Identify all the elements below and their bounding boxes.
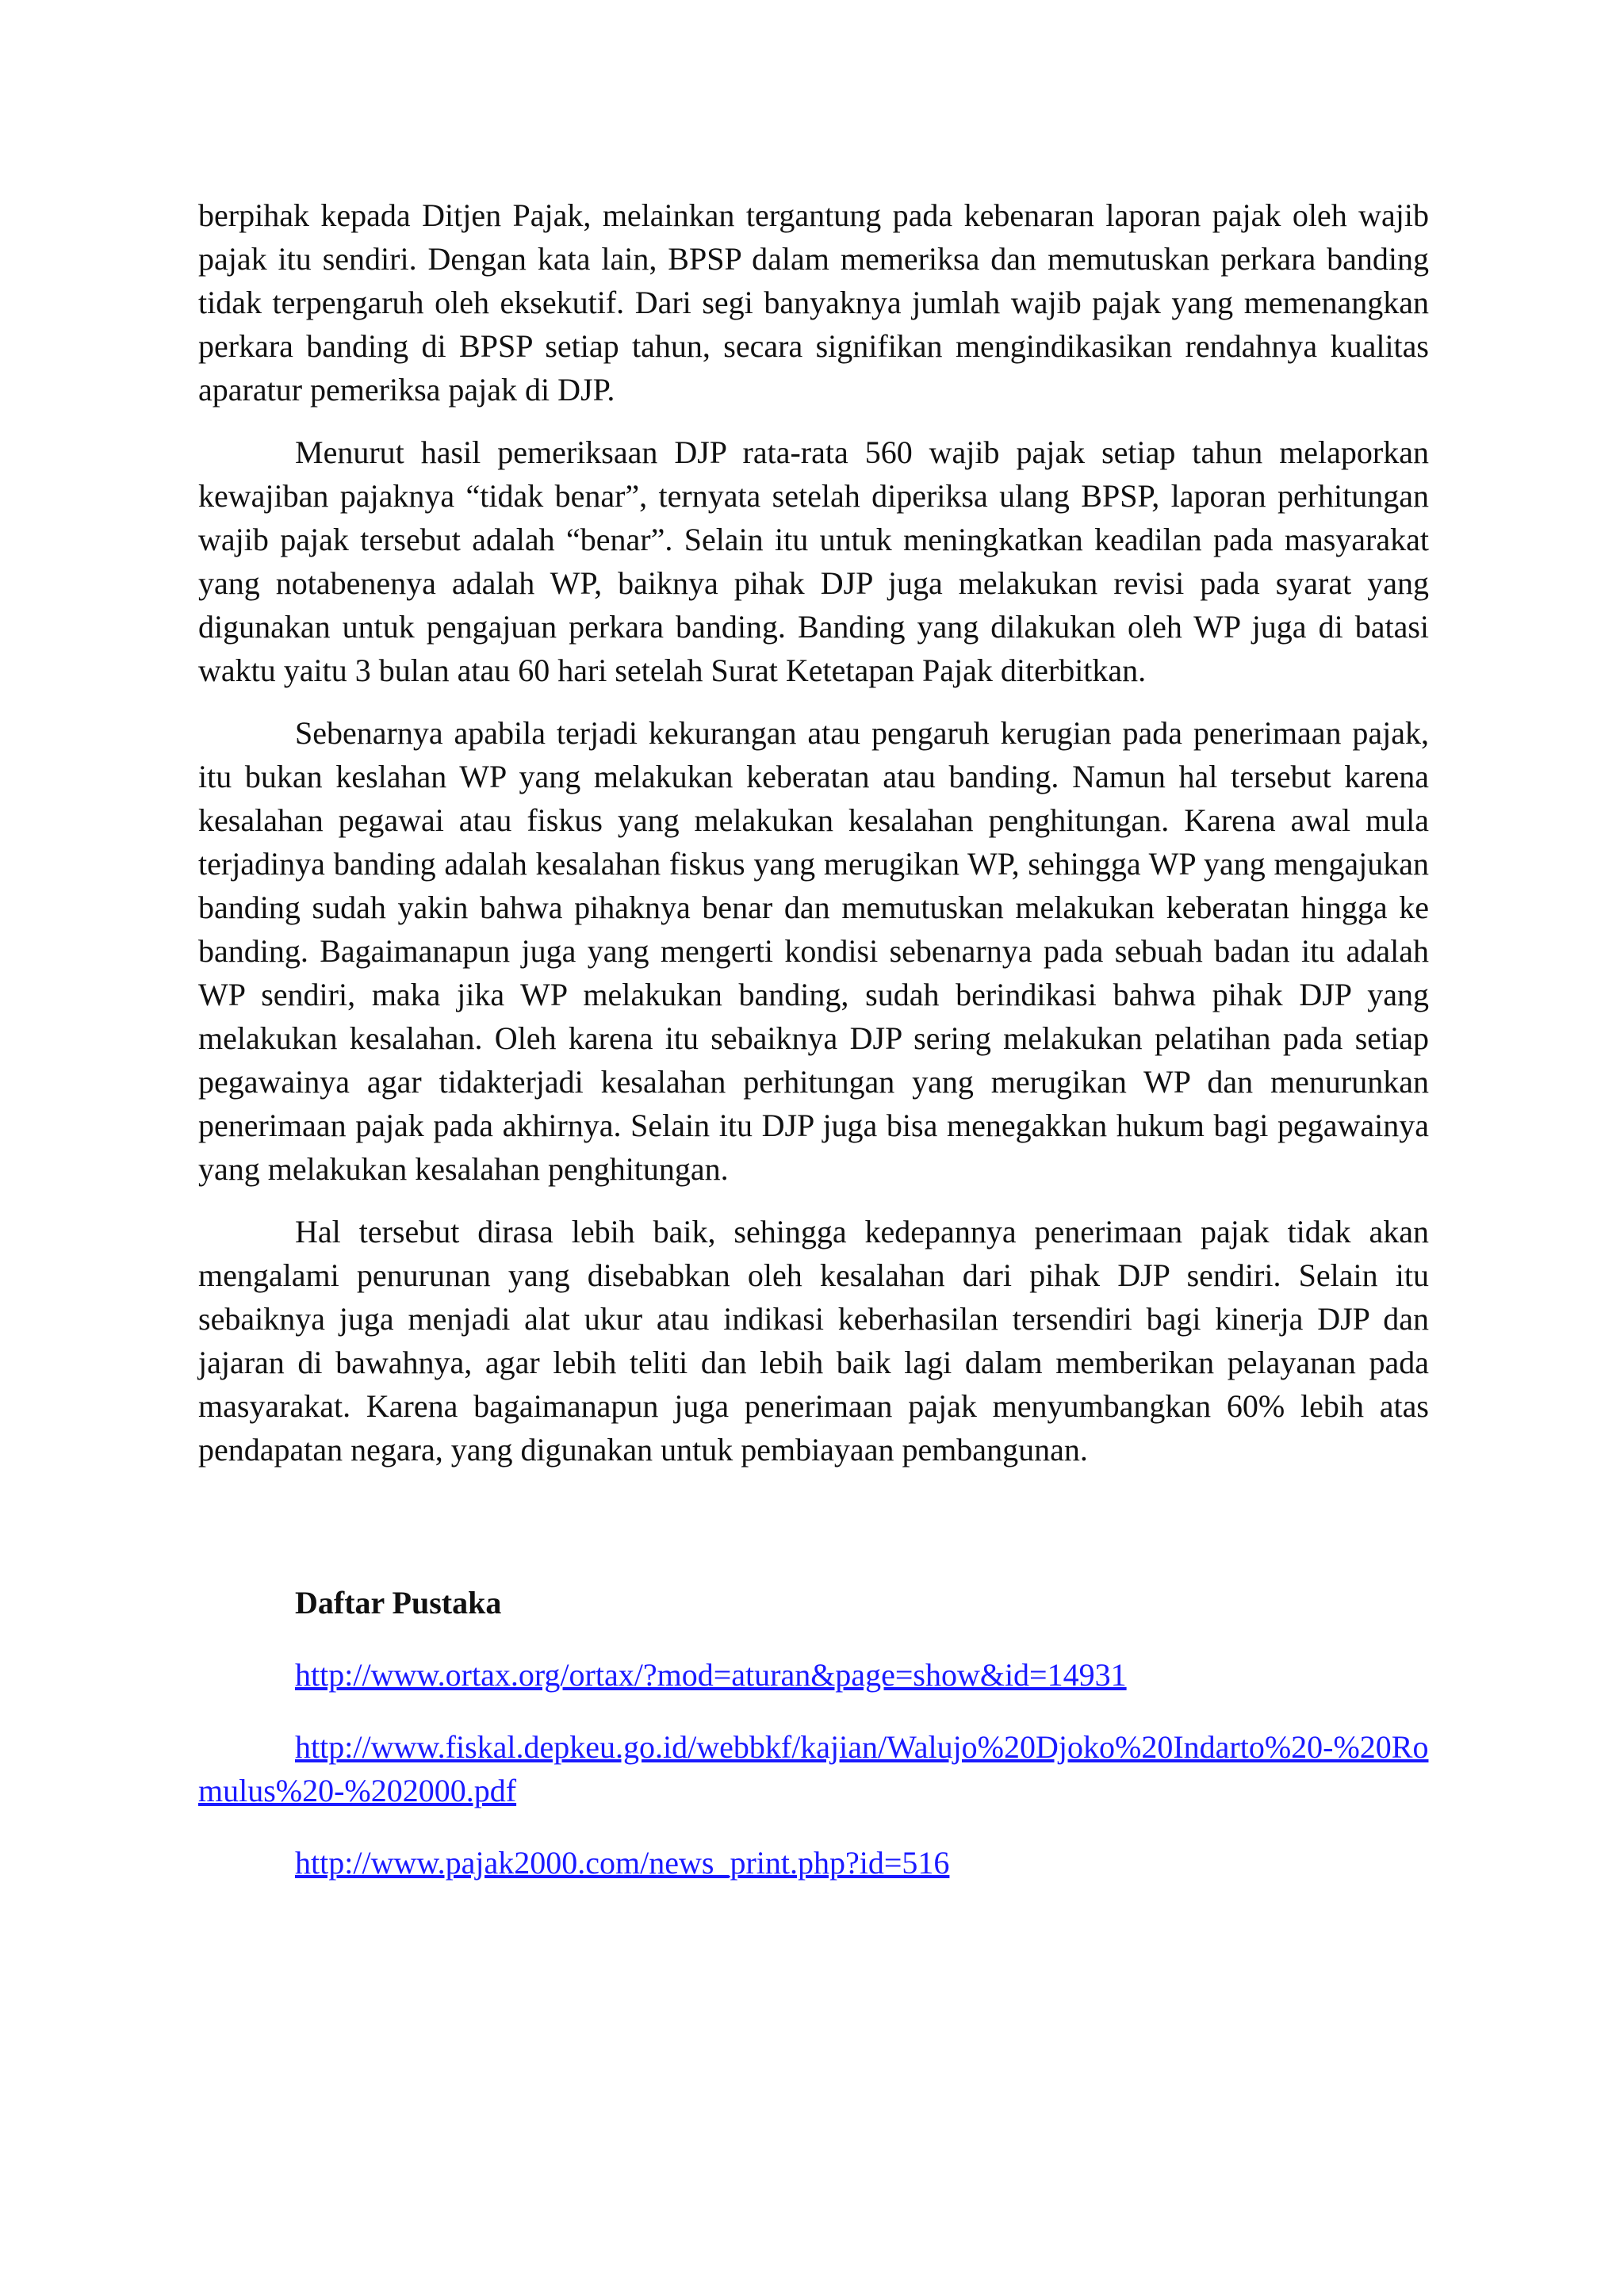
reference-item xyxy=(198,1841,1429,1885)
reference-link-1[interactable]: http://www.ortax.org/ortax/?mod=aturan&page=show&id=14931 xyxy=(295,1657,1127,1693)
paragraph-4: Hal tersebut dirasa lebih baik, sehingga kedepannya penerimaan pajak tidak akan mengalami penurunan yang disebabkan oleh kesalahan dari pihak DJP sendiri. Selain itu sebaiknya juga menjadi alat ukur atau indikasi keberhasilan tersendiri bagi kinerja DJP dan jajaran di bawahnya, agar lebih teliti dan lebih baik lagi dalam memberikan pelayanan pada masyarakat. Karena bagaimanapun juga penerimaan pajak menyumbangkan 60% lebih atas pendapatan negara, yang digunakan untuk pembiayaan pembangunan. xyxy=(198,1214,1429,1468)
paragraph-2: Menurut hasil pemeriksaan DJP rata-rata 560 wajib pajak setiap tahun melaporkan kewajiban pajaknya “tidak benar”, ternyata setelah diperiksa ulang BPSP, laporan perhitungan wajib pajak tersebut adalah “benar”. Selain itu untuk meningkatkan keadilan pada masyarakat yang notabenenya adalah WP, baiknya pihak DJP juga melakukan revisi pada syarat yang digunakan untuk pengajuan perkara banding. Banding yang dilakukan oleh WP juga di batasi waktu yaitu 3 bulan atau 60 hari setelah Surat Ketetapan Pajak diterbitkan. xyxy=(198,434,1429,688)
references-section xyxy=(198,1581,1429,1913)
body-text xyxy=(198,193,1429,1490)
references-title: Daftar Pustaka xyxy=(295,1585,502,1621)
reference-link-3[interactable]: http://www.pajak2000.com/news_print.php?id=516 xyxy=(295,1845,950,1881)
reference-item xyxy=(198,1725,1429,1812)
paragraph-1: berpihak kepada Ditjen Pajak, melainkan tergantung pada kebenaran laporan pajak oleh wajib pajak itu sendiri. Dengan kata lain, BPSP dalam memeriksa dan memutuskan perkara banding tidak terpengaruh oleh eksekutif. Dari segi banyaknya jumlah wajib pajak yang memenangkan perkara banding di BPSP setiap tahun, secara signifikan mengindikasikan rendahnya kualitas aparatur pemeriksa pajak di DJP. xyxy=(198,197,1429,408)
reference-link-2[interactable]: http://www.fiskal.depkeu.go.id/webbkf/kajian/Walujo%20Djoko%20Indarto%20-%20Romulus%20-%202000.pdf xyxy=(198,1729,1429,1808)
reference-item xyxy=(198,1653,1429,1697)
paragraph-3: Sebenarnya apabila terjadi kekurangan atau pengaruh kerugian pada penerimaan pajak, itu bukan keslahan WP yang melakukan keberatan atau banding. Namun hal tersebut karena kesalahan pegawai atau fiskus yang melakukan kesalahan penghitungan. Karena awal mula terjadinya banding adalah kesalahan fiskus yang merugikan WP, sehingga WP yang mengajukan banding sudah yakin bahwa pihaknya benar dan memutuskan melakukan keberatan hingga ke banding. Bagaimanapun juga yang mengerti kondisi sebenarnya pada sebuah badan itu adalah WP sendiri, maka jika WP melakukan banding, sudah berindikasi bahwa pihak DJP yang melakukan kesalahan. Oleh karena itu sebaiknya DJP sering melakukan pelatihan pada setiap pegawainya agar tidakterjadi kesalahan perhitungan yang merugikan WP dan menurunkan penerimaan pajak pada akhirnya. Selain itu DJP juga bisa menegakkan hukum bagi pegawainya yang melakukan kesalahan penghitungan. xyxy=(198,715,1429,1187)
